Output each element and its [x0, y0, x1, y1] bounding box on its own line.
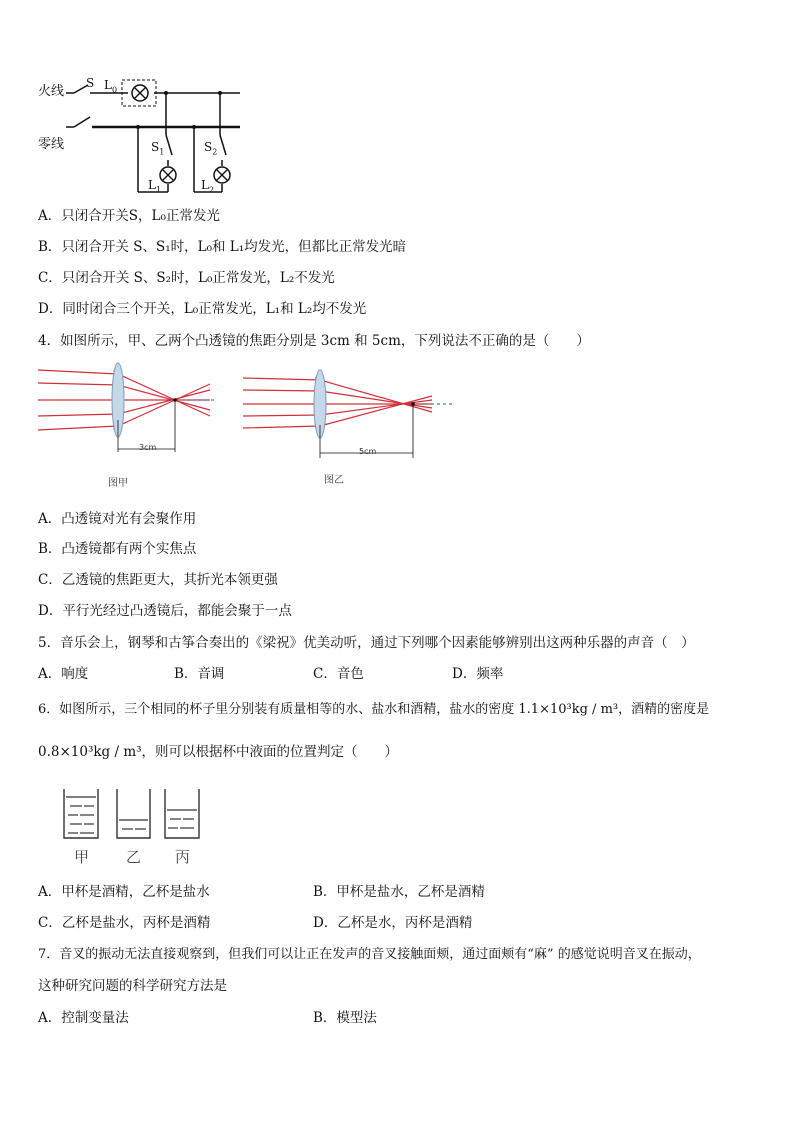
cup-label-jia: 甲	[74, 848, 90, 866]
q3-option-a: A．只闭合开关S，L₀正常发光	[38, 208, 220, 224]
q6-stem-line-1: 6．如图所示，三个相同的杯子里分别装有质量相等的水、盐水和酒精，盐水的密度 1.1×10³kg / m³，酒精的密度是	[38, 702, 710, 717]
cup-label-yi: 乙	[126, 848, 142, 866]
q7-option-a: A．控制变量法	[38, 1010, 129, 1026]
neutral-wire-label: 零线	[38, 137, 65, 152]
q4-stem: 4．如图所示，甲、乙两个凸透镜的焦距分别是 3cm 和 5cm，下列说法不正确的是（ ）	[38, 333, 590, 349]
q5-option-b: B．音调	[174, 666, 225, 682]
q6-option-a: A．甲杯是酒精，乙杯是盐水	[38, 884, 210, 900]
lens-b-focal-length: 5cm	[359, 447, 377, 456]
cup-jia	[64, 789, 98, 838]
q4-option-c: C．乙透镜的焦距更大，其折光本领更强	[38, 572, 278, 588]
lamp-l1-label: $L_1$	[148, 178, 162, 195]
cup-label-bing: 丙	[175, 848, 191, 866]
q7-stem-line-1: 7．音叉的振动无法直接观察到，但我们可以让正在发声的音叉接触面颊，通过面颊有“麻” 的感觉说明音叉在振动，	[38, 947, 701, 962]
q5-option-d: D．频率	[452, 666, 504, 682]
q4-option-d: D．平行光经过凸透镜后，都能会聚于一点	[38, 603, 292, 619]
lens-a-focal-length: 3cm	[139, 443, 157, 452]
q6-option-b: B．甲杯是盐水，乙杯是酒精	[313, 884, 485, 900]
live-wire-label: 火线	[38, 84, 65, 99]
q5-option-c: C．音色	[313, 666, 364, 682]
lens-b-caption: 图乙	[324, 475, 344, 486]
q6-stem-line-2: 0.8×10³kg / m³，则可以根据杯中液面的位置判定（ ）	[38, 744, 399, 760]
q6-option-d: D．乙杯是水，丙杯是酒精	[313, 915, 473, 931]
q3-option-d: D．同时闭合三个开关，L₀正常发光，L₁和 L₂均不发光	[38, 301, 367, 317]
q5-option-a: A．响度	[38, 666, 89, 682]
q3-option-c: C．只闭合开关 S、S₂时，L₀正常发光，L₂不发光	[38, 270, 335, 286]
q4-option-a: A．凸透镜对光有会聚作用	[38, 511, 197, 527]
q5-stem: 5．音乐会上，钢琴和古筝合奏出的《梁祝》优美动听，通过下列哪个因素能够辨别出这两种乐器的声音（ ）	[38, 635, 695, 651]
q6-option-c: C．乙杯是盐水，丙杯是酒精	[38, 915, 211, 931]
switch-s2-label: $S_2$	[204, 140, 218, 157]
cup-bing	[165, 789, 199, 838]
lens-a-caption: 图甲	[108, 478, 128, 489]
q7-option-b: B．模型法	[313, 1010, 377, 1026]
q4-option-b: B．凸透镜都有两个实焦点	[38, 541, 197, 557]
q7-stem-line-2: 这种研究问题的科学研究方法是	[38, 978, 227, 994]
q3-option-b: B．只闭合开关 S、S₁时，L₀和 L₁均发光，但都比正常发光暗	[38, 239, 407, 255]
cup-yi	[117, 789, 150, 838]
switch-s1-label: $S_1$	[151, 140, 165, 157]
lamp-l0-label: $L_0$	[104, 78, 118, 95]
lamp-l2-label: $L_2$	[201, 178, 215, 195]
switch-s-label: S	[86, 76, 95, 90]
